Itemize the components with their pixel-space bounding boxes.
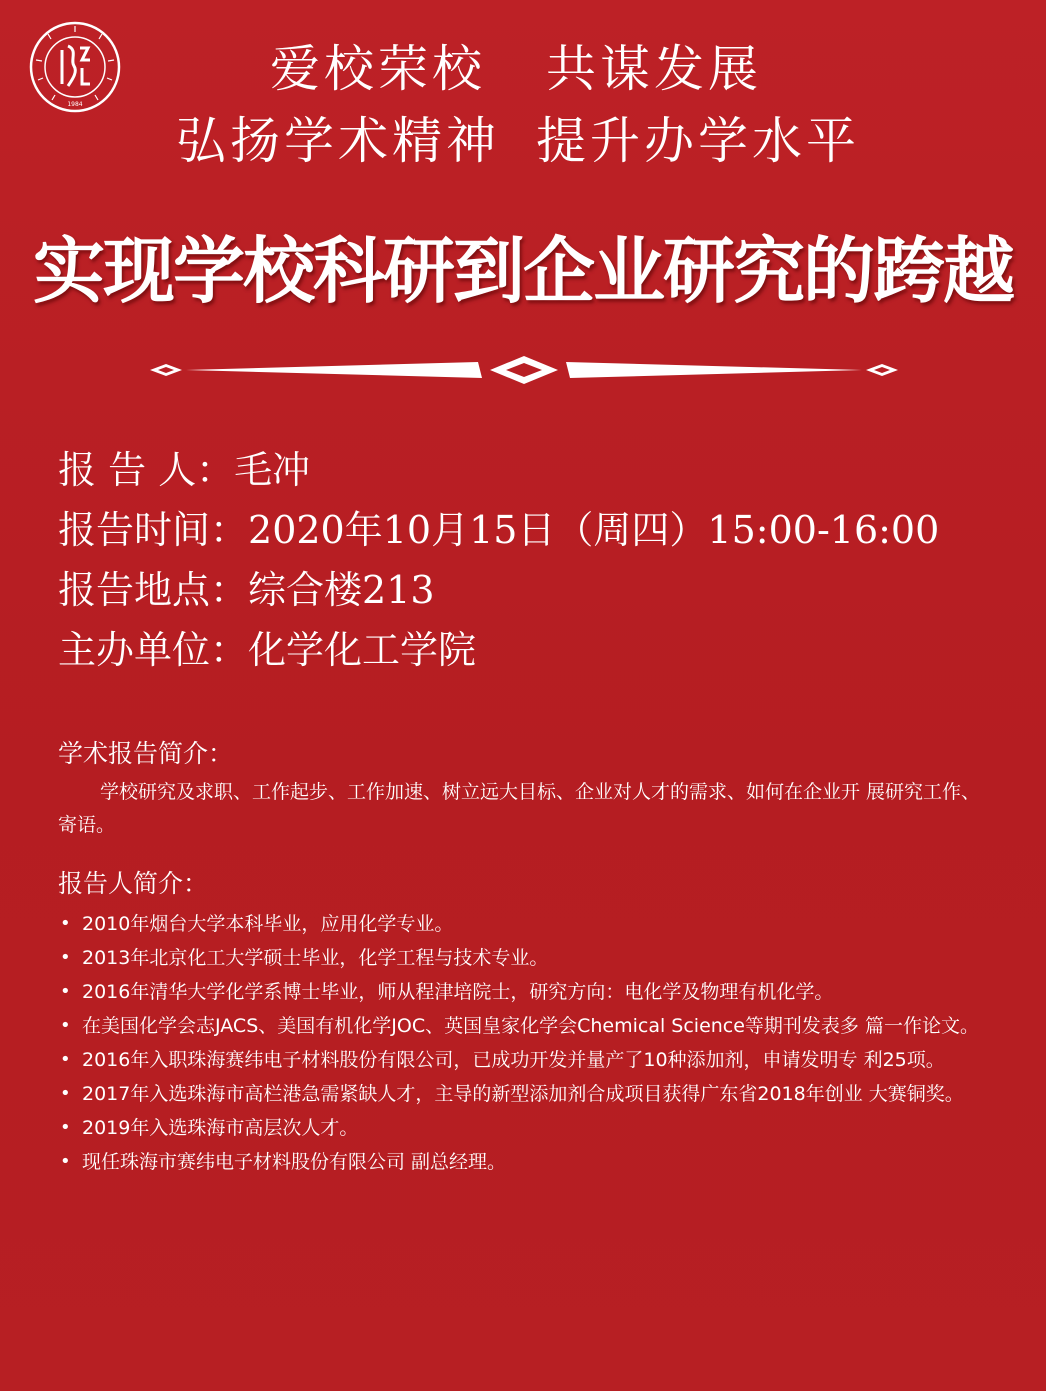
bio-list (58, 908, 988, 1180)
bullet-icon: • (60, 1117, 71, 1138)
bullet-icon: • (60, 1083, 71, 1104)
list-item (58, 1078, 988, 1110)
list-item (58, 1146, 988, 1178)
bio-item-text: 2016年入职珠海赛纬电子材料股份有限公司，已成功开发并量产了10种添加剂，申请发明专 利25项。 (82, 1049, 945, 1071)
list-item (58, 908, 988, 940)
list-item (58, 1112, 988, 1144)
bio-item-text: 2019年入选珠海市高层次人才。 (82, 1117, 359, 1139)
bullet-icon: • (60, 1015, 71, 1036)
list-item (58, 976, 988, 1008)
bio-heading: 报告人简介： (58, 869, 209, 898)
slogan-line-2 (176, 112, 860, 170)
bio-item-text: 2017年入选珠海市高栏港急需紧缺人才，主导的新型添加剂合成项目获得广东省2018年创业 大赛铜奖。 (82, 1083, 964, 1105)
abstract-body: 学校研究及求职、工作起步、工作加速、树立远大目标、企业对人才的需求、如何在企业开 展研究工作、寄语。 (58, 781, 981, 836)
bullet-icon: • (60, 1049, 71, 1070)
bullet-icon: • (60, 947, 71, 968)
list-item (58, 1010, 988, 1042)
speaker-value: 毛冲 (234, 448, 311, 492)
list-item (58, 942, 988, 974)
bullet-icon: • (60, 981, 71, 1002)
location-label: 报告地点： (58, 568, 249, 612)
bio-item-text: 在美国化学会志JACS、美国有机化学JOC、英国皇家化学会Chemical Science等期刊发表多 篇一作论文。 (82, 1015, 979, 1037)
time-label: 报告时间： (58, 508, 249, 552)
slogan-raise-level: 提升办学水平 (536, 112, 860, 170)
slogan-develop-together: 共谋发展 (546, 40, 762, 98)
slogan-line-1 (270, 40, 762, 98)
info-row-speaker (58, 440, 1018, 500)
location-value: 综合楼213 (248, 568, 435, 612)
organizer-value: 化学化工学院 (248, 628, 477, 672)
poster-title: 实现学校科研到企业研究的跨越 (32, 229, 1013, 313)
slogan-academic-spirit: 弘扬学术精神 (176, 112, 500, 170)
info-row-time (58, 500, 1018, 560)
university-seal-icon (28, 20, 122, 114)
bullet-icon: • (60, 1151, 71, 1172)
bio-item-text: 现任珠海市赛纬电子材料股份有限公司 副总经理。 (82, 1151, 507, 1173)
svg-text:1984: 1984 (67, 101, 83, 108)
event-info (58, 440, 1018, 680)
ornament-divider (148, 350, 900, 390)
bio-item-text: 2010年烟台大学本科毕业，应用化学专业。 (82, 913, 454, 935)
bio-item-text: 2013年北京化工大学硕士毕业，化学工程与技术专业。 (82, 947, 549, 969)
list-item (58, 1044, 988, 1076)
slogan-love-school: 爱校荣校 (270, 40, 486, 98)
info-row-location (58, 560, 1018, 620)
speaker-label: 报 告 人： (58, 448, 235, 492)
bio-item-text: 2016年清华大学化学系博士毕业，师从程津培院士，研究方向：电化学及物理有机化学。 (82, 981, 834, 1003)
bullet-icon: • (60, 913, 71, 934)
info-row-organizer (58, 620, 1018, 680)
organizer-label: 主办单位： (58, 628, 249, 672)
time-value: 2020年10月15日（周四）15:00-16:00 (248, 508, 940, 552)
abstract-heading: 学术报告简介： (58, 739, 234, 768)
